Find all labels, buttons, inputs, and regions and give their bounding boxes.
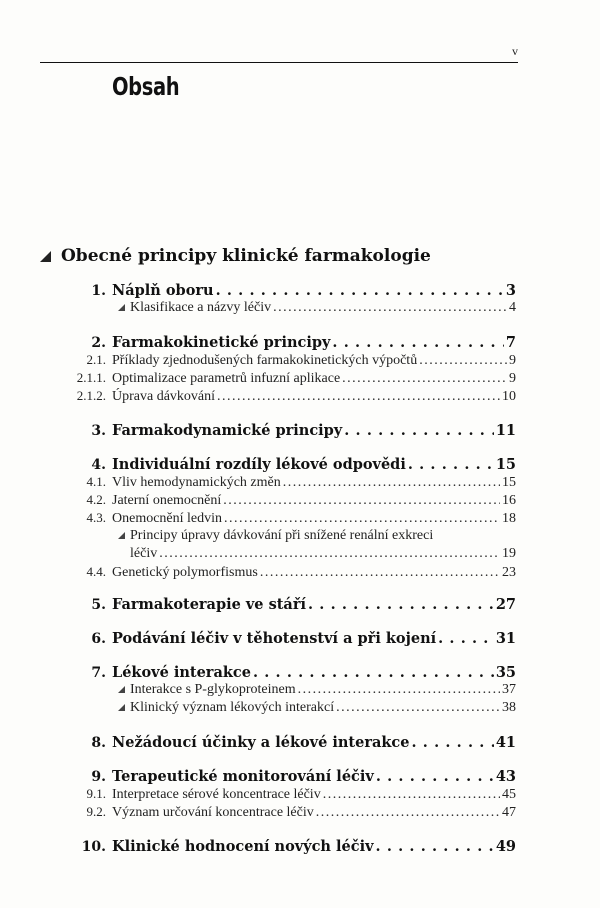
triangle-bullet-icon [118, 686, 125, 693]
dot-leader [376, 768, 494, 785]
toc-entry-number: 2.1. [86, 352, 106, 367]
toc-entry-number: 7. [91, 665, 106, 681]
toc-entry-page: 47 [502, 805, 516, 820]
toc-subentry[interactable] [40, 682, 516, 702]
toc-entry-page: 23 [502, 565, 516, 580]
toc-entry-label: Klinické hodnocení nových léčiv [112, 838, 374, 855]
toc-chapter-entry[interactable] [40, 838, 516, 858]
toc-entry-label: Nežádoucí účinky a lékové interakce [112, 734, 410, 751]
dot-leader [260, 565, 500, 581]
toc-entry-label: Individuální rozdíly lékové odpovědi [112, 456, 406, 473]
toc-entry-page: 41 [495, 734, 516, 751]
toc-chapter-entry[interactable] [40, 334, 516, 354]
toc-subentry[interactable] [40, 564, 516, 584]
dot-leader [342, 371, 507, 387]
dot-leader [217, 389, 500, 405]
toc-chapter-entry[interactable] [40, 734, 516, 754]
toc-entry-number: 4.4. [86, 564, 106, 579]
toc-subentry[interactable] [40, 300, 516, 320]
dot-leader [419, 353, 507, 369]
toc-entry-label: Lékové interakce [112, 664, 251, 681]
toc-entry-label: Náplň oboru [112, 282, 214, 299]
toc-entry-number: 8. [91, 735, 106, 751]
toc-entry-page: 43 [495, 768, 516, 785]
toc-subentry[interactable] [40, 528, 516, 548]
toc-entry-number: 3. [91, 423, 106, 439]
toc-entry-page: 9 [509, 353, 516, 368]
toc-entry-label: Interakce s P-glykoproteinem [130, 682, 296, 697]
dot-leader [159, 546, 500, 562]
toc-entry-page: 15 [495, 456, 516, 473]
toc-entry-page: 45 [502, 787, 516, 802]
toc-subentry[interactable] [40, 804, 516, 824]
toc-subentry[interactable] [40, 786, 516, 806]
toc-subentry[interactable] [40, 370, 516, 390]
toc-entry-page: 3 [505, 282, 516, 299]
toc-entry-page: 19 [502, 546, 516, 561]
toc-entry-page: 7 [505, 334, 516, 351]
toc-entry-label: Farmakokinetické principy [112, 334, 331, 351]
toc-entry-number: 9.1. [86, 786, 106, 801]
toc-entry-label: Jaterní onemocnění [112, 493, 222, 508]
toc-entry-page: 31 [495, 630, 516, 647]
toc-entry-number: 4.3. [86, 510, 106, 525]
toc-entry-label: Klinický význam lékových interakcí [130, 700, 335, 715]
dot-leader [253, 664, 494, 681]
toc-entry-label: Příklady zjednodušených farmakokinetických výpočtů [112, 353, 418, 368]
toc-entry-label: Interpretace sérové koncentrace léčiv [112, 787, 321, 802]
toc-entry-number: 9.2. [86, 804, 106, 819]
toc-subentry[interactable] [40, 492, 516, 512]
page-number: v [512, 44, 518, 58]
toc-subentry[interactable] [40, 510, 516, 530]
toc-entry-label: Optimalizace parametrů infuzní aplikace [112, 371, 341, 386]
toc-chapter-entry[interactable] [40, 630, 516, 650]
toc-entry-number: 5. [91, 597, 106, 613]
toc-chapter-entry[interactable] [40, 596, 516, 616]
toc-chapter-entry[interactable] [40, 422, 516, 442]
toc-subentry[interactable] [40, 546, 516, 566]
dot-leader [273, 300, 507, 316]
toc-chapter-entry[interactable] [40, 768, 516, 788]
toc-subentry[interactable] [40, 388, 516, 408]
toc-entry-label: Genetický polymorfismus [112, 565, 258, 580]
toc-subentry[interactable] [40, 352, 516, 372]
dot-leader [336, 700, 500, 716]
dot-leader [316, 805, 500, 821]
toc-subentry[interactable] [40, 474, 516, 494]
dot-leader [412, 734, 494, 751]
dot-leader [332, 334, 504, 351]
toc-entry-page: 9 [509, 371, 516, 386]
toc-entry-page: 49 [495, 838, 516, 855]
toc-chapter-entry[interactable] [40, 456, 516, 476]
dot-leader [298, 682, 500, 698]
dot-leader [323, 787, 500, 803]
dot-leader [216, 282, 504, 299]
triangle-bullet-icon [118, 532, 125, 539]
dot-leader [308, 596, 494, 613]
toc-entry-number: 1. [91, 283, 106, 299]
triangle-bullet-icon [40, 251, 51, 262]
toc-entry-number: 2. [91, 335, 106, 351]
toc-entry-label: Klasifikace a názvy léčiv [130, 300, 272, 315]
toc-entry-label: Podávání léčiv v těhotenství a při kojení [112, 630, 437, 647]
toc-entry-page: 35 [495, 664, 516, 681]
toc-entry-label: Onemocnění ledvin [112, 511, 223, 526]
toc-entry-page: 16 [502, 493, 516, 508]
toc-entry-page: 38 [502, 700, 516, 715]
toc-entry-number: 2.1.2. [76, 388, 106, 403]
dot-leader [438, 630, 494, 647]
toc-entry-label: Vliv hemodynamických změn [112, 475, 281, 490]
toc-entry-label: Význam určování koncentrace léčiv [112, 805, 314, 820]
toc-subentry[interactable] [40, 700, 516, 720]
dot-leader [376, 838, 494, 855]
toc-entry-page: 27 [495, 596, 516, 613]
toc-entry-number: 9. [91, 769, 106, 785]
toc-entry-number: 10. [81, 839, 106, 855]
toc-entry-number: 6. [91, 631, 106, 647]
toc-entry-label: Úprava dávkování [112, 389, 216, 404]
dot-leader [344, 422, 494, 439]
toc-entry-label: léčiv [130, 546, 158, 561]
dot-leader [408, 456, 494, 473]
toc-entry-page: 11 [495, 422, 516, 439]
dot-leader [224, 511, 500, 527]
triangle-bullet-icon [118, 304, 125, 311]
toc-entry-label: Farmakoterapie ve stáří [112, 596, 306, 613]
section-heading-label: Obecné principy klinické farmakologie [61, 246, 431, 266]
dot-leader [283, 475, 500, 491]
toc-chapter-entry[interactable] [40, 664, 516, 684]
toc-entry-page: 15 [502, 475, 516, 490]
toc-entry-page: 10 [502, 389, 516, 404]
toc-entry-number: 2.1.1. [76, 370, 106, 385]
toc-entry-page: 37 [502, 682, 516, 697]
header-rule [40, 62, 518, 63]
toc-entry-number: 4. [91, 457, 106, 473]
toc-entry-label: Farmakodynamické principy [112, 422, 343, 439]
triangle-bullet-icon [118, 704, 125, 711]
page-title: Obsah [112, 72, 180, 101]
toc-entry-page: 18 [502, 511, 516, 526]
toc-entry-number: 4.2. [86, 492, 106, 507]
toc-entry-label: Principy úpravy dávkování při snížené renální exkreci [130, 528, 434, 543]
toc-entry-number: 4.1. [86, 474, 106, 489]
dot-leader [223, 493, 500, 509]
toc-entry-label: Terapeutické monitorování léčiv [112, 768, 374, 785]
toc-entry-page: 4 [509, 300, 516, 315]
section-heading [40, 246, 431, 266]
toc-chapter-entry[interactable] [40, 282, 516, 302]
